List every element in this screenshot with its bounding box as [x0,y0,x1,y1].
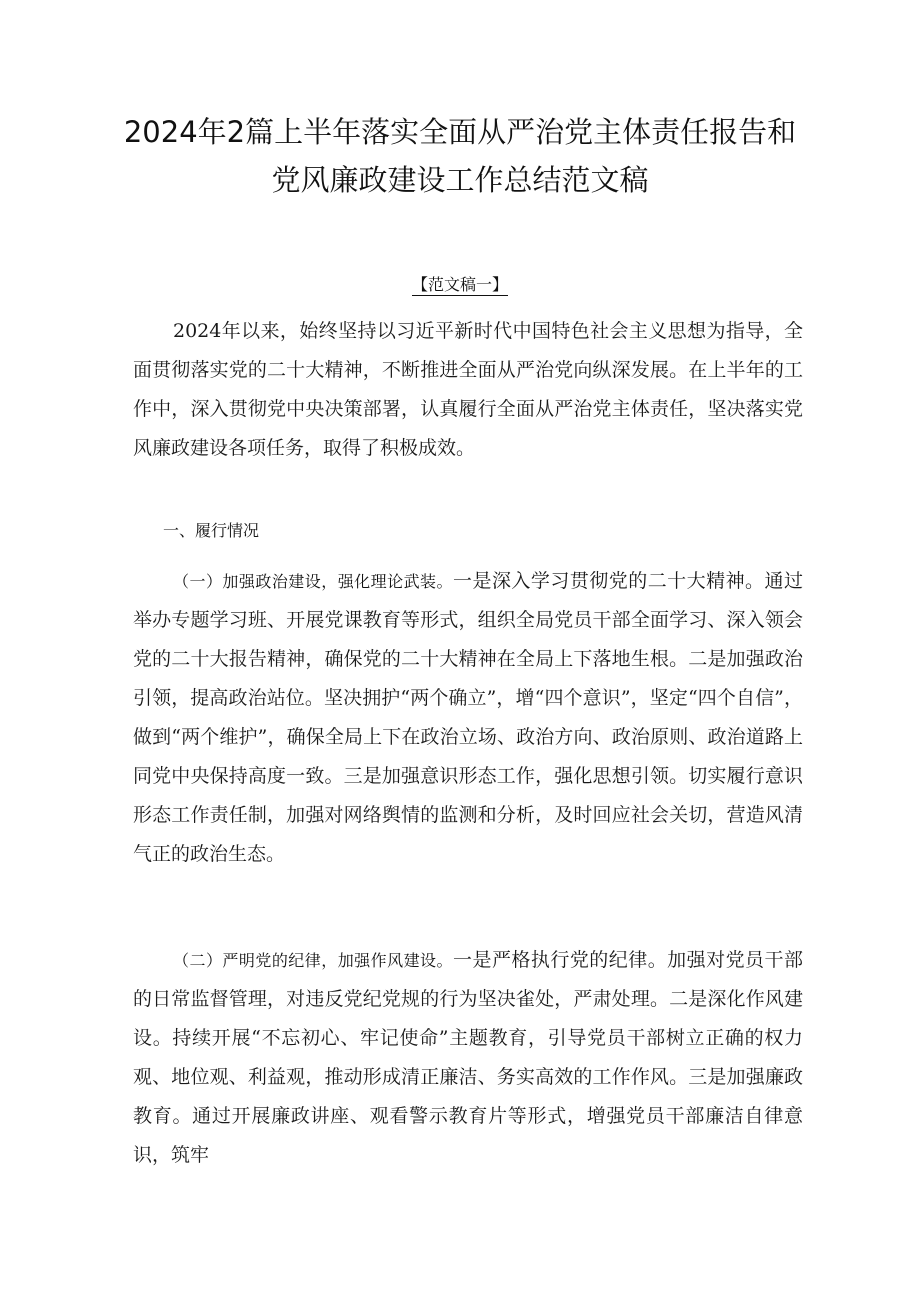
section-subtitle [360,273,560,297]
item-2-lead: （二）严明党的纪律，加强作风建设。 [173,951,453,970]
item-2-paragraph [133,941,803,1175]
document-title-line-2: 党风廉政建设工作总结范文稿 [271,163,649,197]
item-1-lead: （一）加强政治建设，强化理论武装。 [173,572,453,591]
item-2-body: 一是严格执行党的纪律。加强对党员干部的日常监督管理，对违反党纪党规的行为坚决雀处，严肃处理。二是深化作风建设。持续开展“不忘初心、牢记使命”主题教育，引导党员干部树立正确的权力观、地位观、利益观，推动形成清正廉洁、务实高效的工作作风。三是加强廉政教育。通过开展廉政讲座、观看警示教育片等形式，增强党员干部廉洁自律意识，筑牢 [133,949,803,1166]
item-1-paragraph [133,562,803,874]
subtitle-text: 【范文稿一】 [411,275,508,294]
section-heading-1: 一、履行情况 [163,521,260,540]
document-title-line-1: 2024年2篇上半年落实全面从严治党主体责任报告和 [123,115,797,149]
intro-paragraph: 2024年以来，始终坚持以习近平新时代中国特色社会主义思想为指导，全面贯彻落实党的二十大精神，不断推进全面从严治党向纵深发展。在上半年的工作中，深入贯彻党中央决策部署，认真履行全面从严治党主体责任，坚决落实党风廉政建设各项任务，取得了积极成效。 [133,320,803,459]
item-1-body: 一是深入学习贯彻党的二十大精神。通过举办专题学习班、开展党课教育等形式，组织全局党员干部全面学习、深入领会党的二十大报告精神，确保党的二十大精神在全局上下落地生根。二是加强政治引领，提高政治站位。坚决拥护“两个确立”，增“四个意识”，坚定“四个自信”，做到“两个维护”，确保全局上下在政治立场、政治方向、政治原则、政治道路上同党中央保持高度一致。三是加强意识形态工作，强化思想引领。切实履行意识形态工作责任制，加强对网络舆情的监测和分析，及时回应社会关切，营造风清气正的政治生态。 [133,570,803,865]
